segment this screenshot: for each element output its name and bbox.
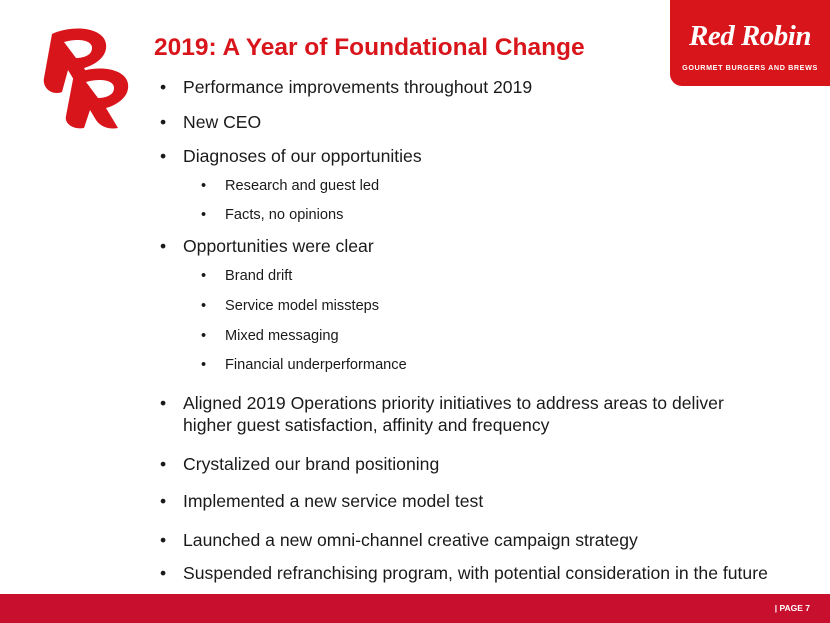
sub-bullet-text: Brand drift (225, 268, 293, 284)
bullet-dot-icon: • (201, 357, 207, 373)
bullet-text: Aligned 2019 Operations priority initiatives to address areas to deliver higher guest satisfaction, affinity and frequency (183, 393, 724, 435)
bullet-text: Suspended refranchising program, with potential consideration in the future (183, 563, 768, 583)
rr-logo-icon (34, 26, 134, 130)
sub-bullet-text: Mixed messaging (225, 328, 339, 344)
page-number: | PAGE 7 (774, 603, 810, 613)
red-robin-logo (670, 0, 830, 86)
bullet-dot-icon: • (160, 236, 167, 256)
bullet-dot-icon: • (201, 328, 207, 344)
sub-bullet-text: Financial underperformance (225, 357, 407, 373)
bullet-dot-icon: • (160, 146, 167, 166)
bullet-dot-icon: • (160, 530, 167, 550)
bullet-text: Launched a new omni-channel creative campaign strategy (183, 530, 638, 550)
bullet-dot-icon: • (201, 207, 207, 223)
bullet-dot-icon: • (201, 298, 207, 314)
bullet-dot-icon: • (160, 77, 167, 97)
bullet-dot-icon: • (160, 491, 167, 511)
bullet-text: Implemented a new service model test (183, 491, 484, 511)
bullet-text: Opportunities were clear (183, 236, 374, 256)
slide-title: 2019: A Year of Foundational Change (154, 34, 585, 61)
bullet-text: Diagnoses of our opportunities (183, 146, 422, 166)
bullet-dot-icon: • (160, 454, 167, 474)
bullet-text: New CEO (183, 112, 262, 132)
bullet-text: Performance improvements throughout 2019 (183, 77, 533, 97)
bullet-dot-icon: • (160, 393, 167, 413)
bullet-dot-icon: • (160, 112, 167, 132)
bullet-text: Crystalized our brand positioning (183, 454, 440, 474)
sub-bullet-text: Service model missteps (225, 298, 380, 314)
sub-bullet-text: Facts, no opinions (225, 207, 344, 223)
sub-bullet-text: Research and guest led (225, 178, 380, 194)
brand-tagline: GOURMET BURGERS AND BREWS (682, 63, 818, 72)
bullet-dot-icon: • (201, 268, 207, 284)
bullet-dot-icon: • (201, 178, 207, 194)
brand-name: Red Robin (689, 20, 811, 52)
footer-bar (0, 594, 830, 623)
bullet-dot-icon: • (160, 563, 167, 583)
